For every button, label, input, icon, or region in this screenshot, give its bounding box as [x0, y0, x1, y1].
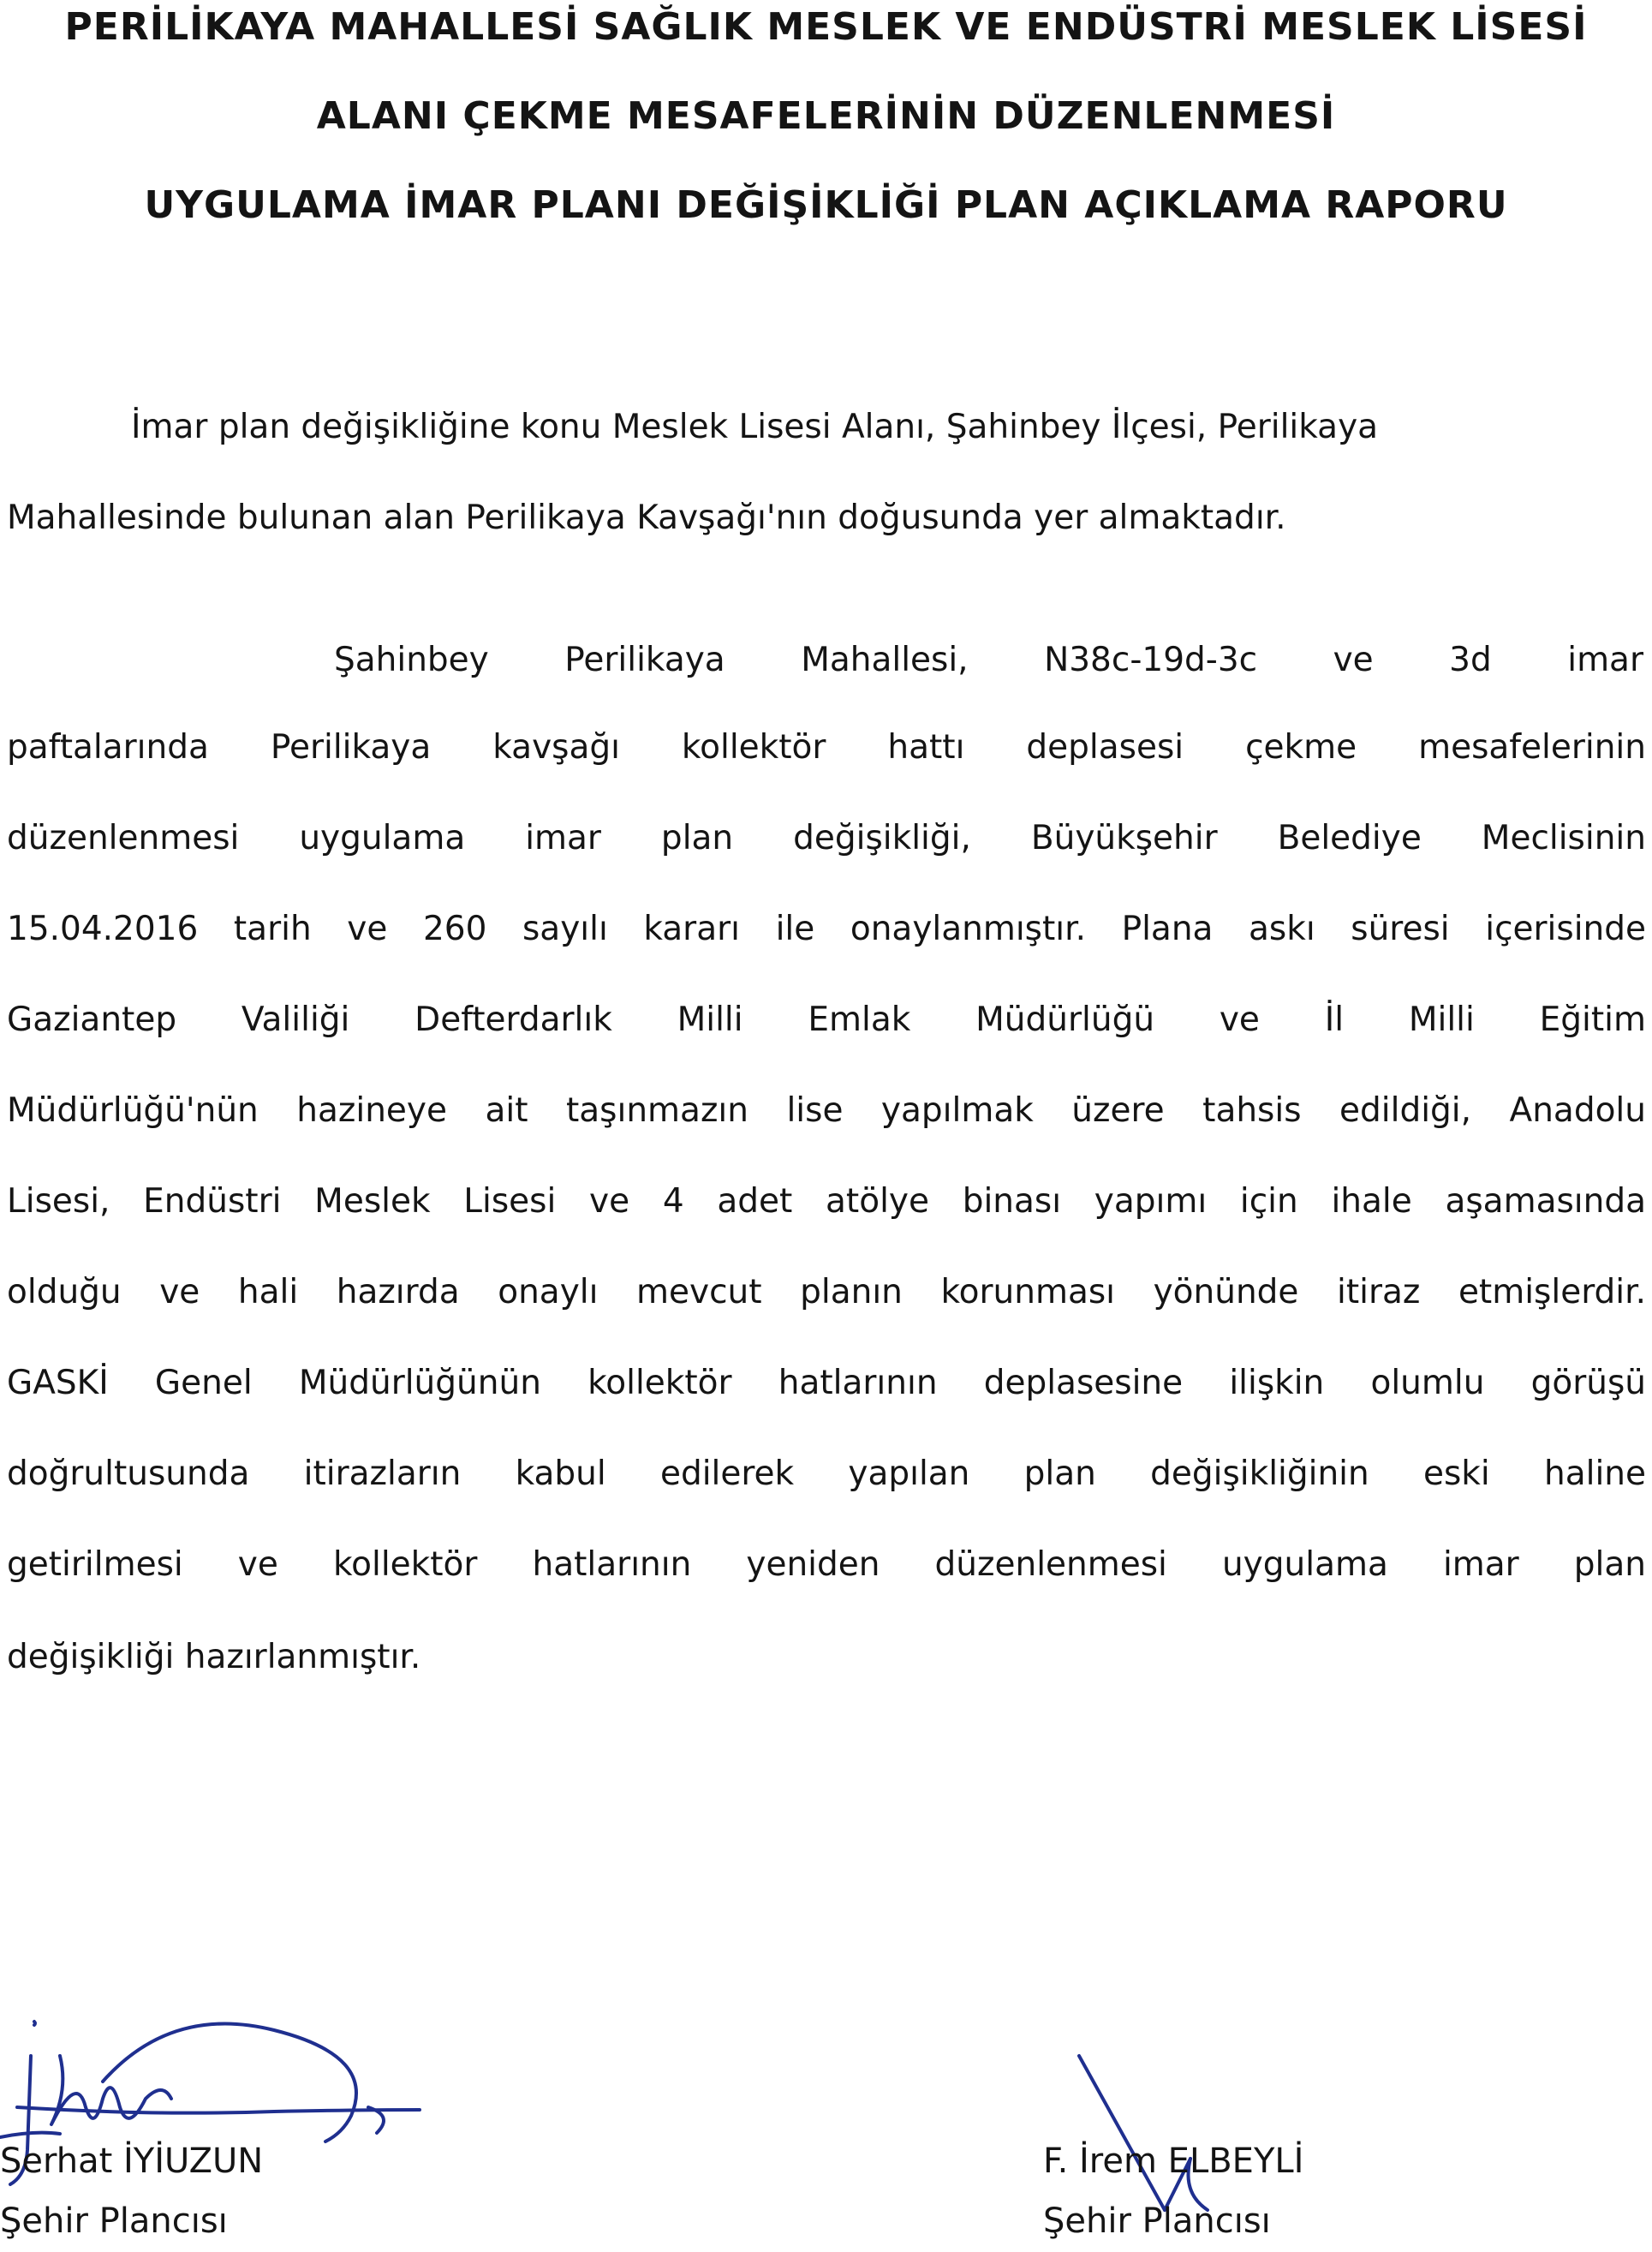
signature-scribble-left — [0, 1996, 428, 2219]
paragraph-2-line-12: değişikliği hazırlanmıştır. — [7, 1638, 421, 1676]
paragraph-2-line-4: 15.04.2016 tarih ve 260 sayılı kararı ile onaylanmıştır. Plana askı süresi içerisinde — [7, 910, 1646, 948]
signature-right-name: F. İrem ELBEYLİ — [1043, 2141, 1304, 2181]
signature-right-title: Şehir Plancısı — [1043, 2201, 1271, 2241]
paragraph-2-line-2: paftalarında Perilikaya kavşağı kollektör hattı deplasesi çekme mesafelerinin — [7, 728, 1646, 767]
paragraph-2-line-11: getirilmesi ve kollektör hatlarının yeniden düzenlenmesi uygulama imar plan — [7, 1545, 1646, 1584]
paragraph-2-line-7: Lisesi, Endüstri Meslek Lisesi ve 4 adet atölye binası yapımı için ihale aşamasında — [7, 1182, 1646, 1221]
paragraph-2-line-3: düzenlenmesi uygulama imar plan değişikliği, Büyükşehir Belediye Meclisinin — [7, 819, 1646, 857]
paragraph-2-line-9: GASKİ Genel Müdürlüğünün kollektör hatlarının deplasesine ilişkin olumlu görüşü — [7, 1364, 1646, 1402]
paragraph-1-line-1: İmar plan değişikliğine konu Meslek Lisesi Alanı, Şahinbey İlçesi, Perilikaya — [131, 408, 1379, 446]
paragraph-2-line-5: Gaziantep Valiliği Defterdarlık Milli Emlak Müdürlüğü ve İl Milli Eğitim — [7, 1001, 1646, 1039]
paragraph-2-line-8: olduğu ve hali hazırda onaylı mevcut planın korunması yönünde itiraz etmişlerdir. — [7, 1273, 1646, 1311]
paragraph-1-line-2: Mahallesinde bulunan alan Perilikaya Kavşağı'nın doğusunda yer almaktadır. — [7, 499, 1286, 537]
signature-left-title: Şehir Plancısı — [0, 2201, 228, 2241]
document-title-line-2: ALANI ÇEKME MESAFELERİNİN DÜZENLENMESİ — [316, 94, 1336, 138]
document-title-line-1: PERİLİKAYA MAHALLESİ SAĞLIK MESLEK VE ENDÜSTRİ MESLEK LİSESİ — [64, 5, 1588, 49]
paragraph-2-line-10: doğrultusunda itirazların kabul edilerek yapılan plan değişikliğinin eski haline — [7, 1455, 1646, 1493]
paragraph-2-line-1: Şahinbey Perilikaya Mahallesi, N38c-19d-3c ve 3d imar — [334, 641, 1643, 679]
paragraph-2-line-6: Müdürlüğü'nün hazineye ait taşınmazın lise yapılmak üzere tahsis edildiği, Anadolu — [7, 1091, 1646, 1130]
signature-left-name: Serhat İYİUZUN — [0, 2141, 264, 2181]
document-title-line-3: UYGULAMA İMAR PLANI DEĞİŞİKLİĞİ PLAN AÇIKLAMA RAPORU — [144, 183, 1508, 227]
